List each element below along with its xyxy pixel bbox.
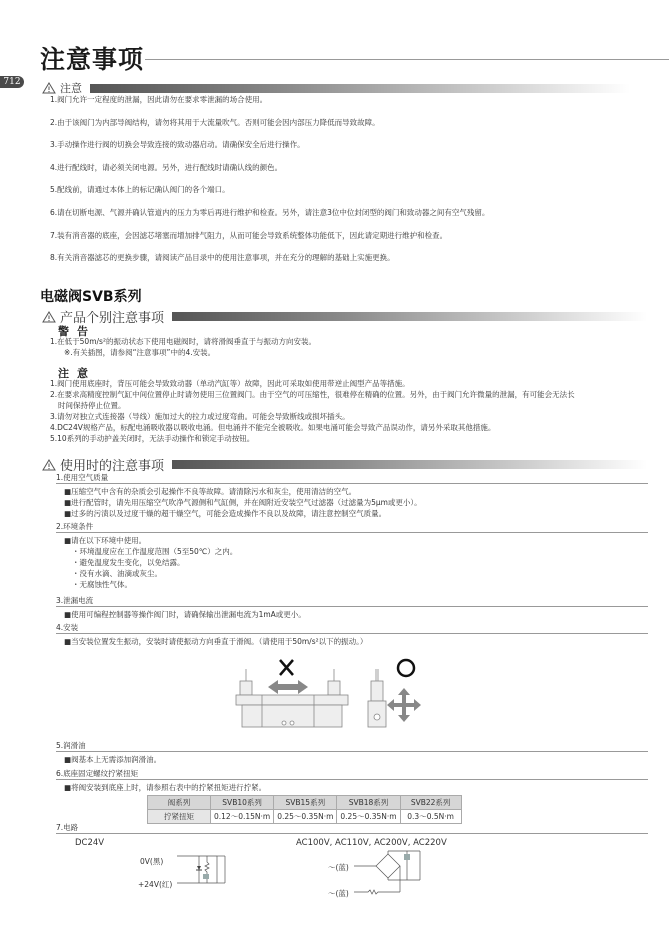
valve-side-view: [236, 669, 348, 727]
warning-note: ※.有关插图，请参阅“注意事项”中的4.安装。: [64, 348, 216, 357]
list-item: ■当安装位置发生振动，安装时请使振动方向垂直于滑阀。（请使用于50m/s²以下的振动。）: [64, 637, 368, 646]
section-heading: 7.电路: [56, 822, 648, 834]
table-cell: 0.12～0.15N·m: [211, 810, 274, 824]
table-cell: 0.25～0.35N·m: [274, 810, 337, 824]
usage-section-installation: [56, 622, 648, 647]
gradient-bar: [90, 84, 630, 93]
page-number: 712: [0, 76, 24, 88]
table-header: SVB10系列: [211, 796, 274, 810]
caution-item: 1.阀门使用底座时，背压可能会导致致动器（单动汽缸等）故障，因此可采取如使用带逆止阀型产品等措施。: [50, 379, 410, 388]
warning-item: 1.在低于50m/s²的振动状态下使用电磁阀时，请将滑阀垂直于与振动方向安装。: [50, 337, 316, 346]
list-item: ■将阀安装到底座上时，请参照右表中的拧紧扭矩进行拧紧。: [64, 783, 267, 792]
usage-section-environment: [56, 521, 648, 590]
list-item: ・避免温度发生变化，以免结露。: [72, 558, 185, 567]
caution-item: 4.进行配线时，请必须关闭电源。另外，进行配线时请确认线的颜色。: [50, 162, 283, 172]
warning-list: [50, 336, 316, 358]
warning-heading: 警告: [58, 325, 96, 338]
caution-heading: 注意: [58, 367, 96, 380]
title-rule: [145, 59, 669, 60]
usage-section-circuit: [56, 822, 648, 834]
individual-caution-list: [50, 378, 575, 444]
usage-section-leakage: [56, 595, 648, 620]
warning-icon: [42, 311, 56, 323]
gradient-bar: [172, 312, 647, 321]
ac-circuit-diagram: [352, 848, 427, 898]
series-title: 电磁阀SVB系列: [40, 289, 142, 305]
caution-label: 注意: [60, 82, 82, 95]
table-cell: 0.25～0.35N·m: [337, 810, 400, 824]
caution-item: 8.有关消音器滤芯的更换步骤，请阅读产品目录中的使用注意事项，并在充分的理解的基础上实施更换。: [50, 253, 395, 263]
list-item: ・没有水滴、油滴或灰尘。: [72, 569, 162, 578]
caution-item: 4.DC24V规格产品，标配电涌吸收器以吸收电涌。但电涌并不能完全被吸收。如果电涌可能会导致产品误动作，请另外采取其他措施。: [50, 423, 496, 432]
individual-header: [42, 307, 647, 326]
caution-item: 3.请勿对独立式连接器（导线）施加过大的拉力或过度弯曲。可能会导致断线或损坏插头。: [50, 412, 350, 421]
section-heading: 4.安装: [56, 622, 648, 634]
ac-wire-2: ～(蓝): [328, 889, 349, 898]
valve-end-view: [368, 669, 386, 727]
right-mark-icon: [398, 660, 414, 676]
table-cell: 0.3～0.5N·m: [400, 810, 461, 824]
caution-item: 5.10系列的手动护盖关闭时，无法手动操作和锁定手动按钮。: [50, 434, 255, 443]
installation-figure: [230, 655, 430, 730]
horizontal-arrow-icon: [268, 680, 308, 694]
wrong-mark-icon: [280, 660, 293, 675]
section-heading: 3.泄漏电流: [56, 595, 648, 607]
dc-wire-24v: +24V(红): [138, 880, 173, 889]
list-item: ・无腐蚀性气体。: [72, 580, 132, 589]
led-icon: [203, 874, 209, 879]
warning-icon: [42, 459, 56, 471]
caution-item: 2.在要求高精度控制气缸中间位置停止时请勿使用三位置阀门。由于空气的可压缩性，很难停在精确的位置。另外，由于阀门允许微量的泄漏，有可能会无法长: [50, 390, 575, 399]
usage-section-lubrication: [56, 740, 648, 765]
list-item: ■阀基本上无需添加润滑油。: [64, 755, 162, 764]
caution-item: 1.阀门允许一定程度的泄漏，因此请勿在要求零泄漏的场合使用。: [50, 95, 268, 104]
caution-list: [50, 94, 489, 275]
table-header-row: [148, 796, 462, 810]
list-item: ・环境温度应在工作温度范围（5至50℃）之内。: [72, 547, 238, 556]
table-header: SVB18系列: [337, 796, 400, 810]
section-heading: 2.环境条件: [56, 521, 648, 533]
caution-item: 3.手动操作进行阀的切换会导致连接的致动器启动。请确保安全后进行操作。: [50, 140, 305, 150]
list-item: ■过多的污渍以及过度干燥的超干燥空气，可能会造成操作不良以及故障，请注意控制空气质量。: [64, 509, 387, 518]
list-item: ■请在以下环境中使用。: [64, 536, 147, 545]
table-header: SVB22系列: [400, 796, 461, 810]
dc-label: DC24V: [75, 838, 105, 848]
ac-wire-1: ～(蓝): [328, 863, 349, 872]
caution-item-cont: 时间保持停止位置。: [58, 401, 126, 410]
individual-label: 产品个别注意事项: [60, 311, 165, 326]
torque-table: [147, 795, 462, 824]
dc-wire-0v: 0V(黑): [140, 857, 164, 866]
table-cell: 拧紧扭矩: [148, 810, 211, 824]
usage-section-torque: [56, 768, 648, 793]
list-item: ■使用可编程控制器等操作阀门时，请确保输出泄漏电流为1mA或更小。: [64, 610, 306, 619]
section-heading: 6.底座固定螺纹拧紧扭矩: [56, 768, 648, 780]
section-heading: 1.使用空气质量: [56, 472, 648, 484]
usage-label: 使用时的注意事项: [60, 459, 165, 474]
list-item: ■进行配管时，请先用压缩空气吹净气源侧和气缸侧，并在阀附近安装空气过滤器（过滤量为5μm或更小）。: [64, 498, 422, 507]
list-item: ■压缩空气中含有的杂质会引起操作不良等故障。请清除污水和灰尘，使用清洁的空气。: [64, 487, 357, 496]
caution-item: 7.装有消音器的底座，会因滤芯堵塞而增加排气阻力，从而可能会导致系统整体功能低下，因此请定期进行维护和检查。: [50, 230, 448, 240]
four-way-arrow-icon: [387, 688, 421, 722]
gradient-bar: [172, 460, 647, 469]
usage-section-air: [56, 472, 648, 519]
ac-label: AC100V, AC110V, AC200V, AC220V: [296, 838, 447, 848]
caution-item: 2.由于该阀门为内部导阀结构，请勿将其用于大流量吹气。否则可能会因内部压力降低而导致故障。: [50, 117, 380, 127]
caution-item: 5.配线前，请通过本体上的标记确认阀门的各个端口。: [50, 185, 230, 195]
warning-icon: [42, 82, 56, 94]
dc-circuit-diagram: [175, 852, 235, 887]
section-heading: 5.润滑油: [56, 740, 648, 752]
caution-item: 6.请在切断电源、气源并确认管道内的压力为零后再进行维护和检查。另外，请注意3位中位封闭型的阀门和致动器之间有空气残留。: [50, 207, 490, 217]
page-title: 注意事项: [40, 45, 145, 74]
table-header: SVB15系列: [274, 796, 337, 810]
table-header: 阀系列: [148, 796, 211, 810]
